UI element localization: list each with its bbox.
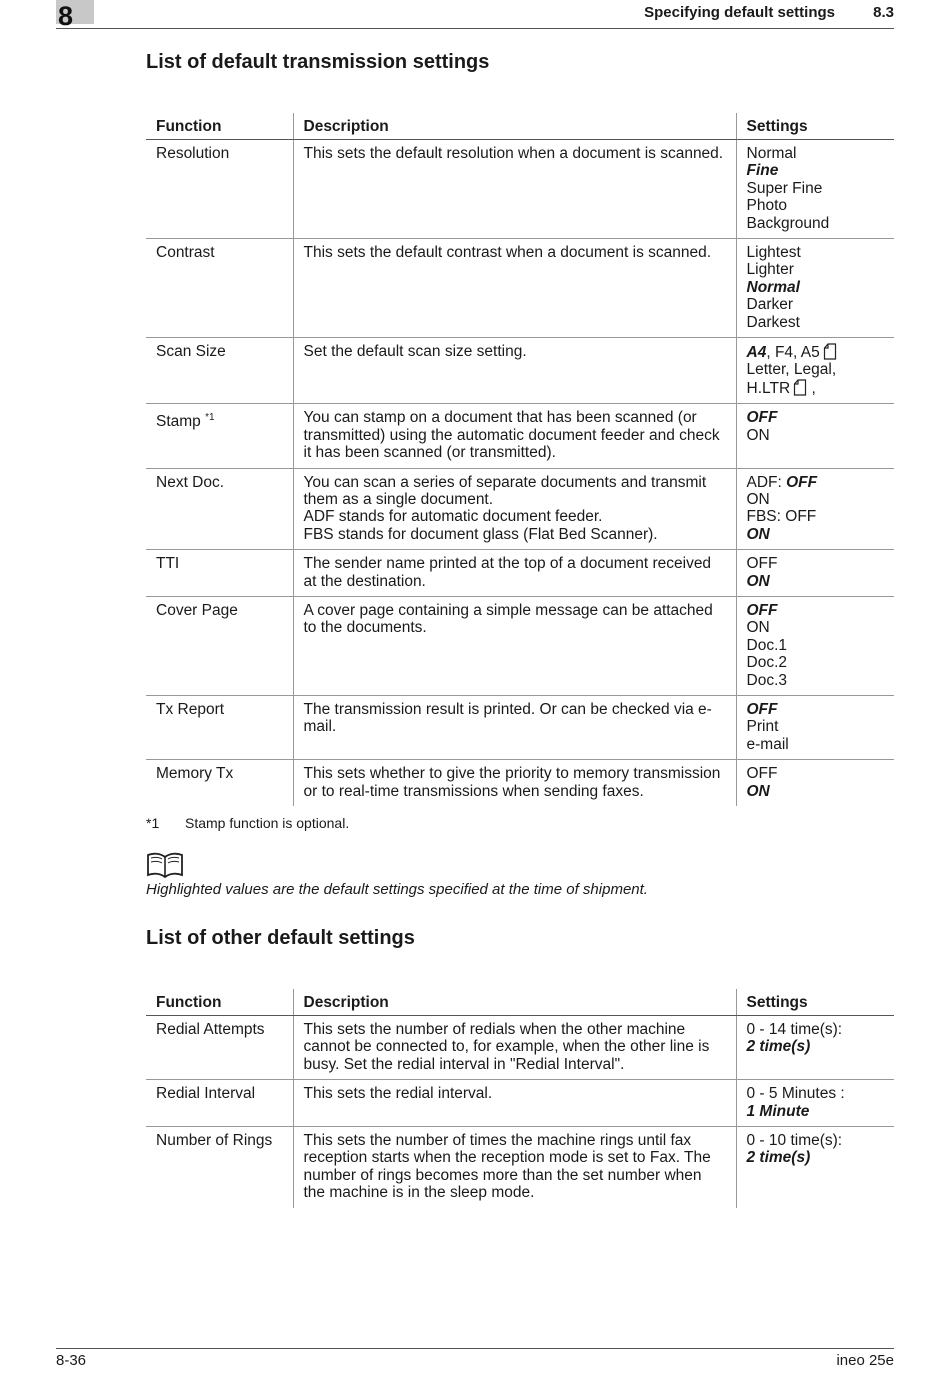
settings-cell [736,760,894,806]
setting-option-default: ON [746,572,770,590]
setting-option-default: 1 Minute [746,1102,810,1120]
function-cell: Redial Interval [146,1080,293,1127]
description-line: You can scan a series of separate documents and transmit them as a single document. [303,473,707,508]
description-cell: This sets the default contrast when a document is scanned. [293,239,736,338]
setting-option: e-mail [746,735,789,753]
setting-option: Doc.3 [746,671,787,689]
settings-cell [736,468,894,550]
setting-option: Photo [746,197,788,215]
settings-cell [736,550,894,597]
setting-option: , [807,379,816,397]
table-row [146,695,894,759]
description-line: FBS stands for document glass (Flat Bed Scanner). [303,525,658,543]
settings-cell [736,239,894,338]
table-row [146,1080,894,1127]
settings-cell [736,404,894,468]
setting-option: Darker [746,296,794,314]
table-row [146,760,894,806]
column-header-function: Function [146,113,293,140]
function-label: Stamp [156,413,201,431]
table-row [146,338,894,404]
column-header-settings: Settings [736,113,894,140]
function-cell: Redial Attempts [146,1016,293,1080]
setting-line [747,474,885,491]
setting-option: H.LTR [746,379,791,397]
table-header-row [146,989,894,1016]
table-row [146,140,894,239]
function-cell: Resolution [146,140,293,239]
setting-label: ADF: [746,473,787,491]
function-cell: Cover Page [146,596,293,695]
portrait-paper-icon [823,343,837,360]
function-cell: Tx Report [146,695,293,759]
function-cell [146,404,293,468]
setting-line [747,379,885,397]
table-row [146,404,894,468]
footnote [146,815,349,831]
function-cell: Number of Rings [156,1132,273,1150]
column-header-function: Function [146,989,293,1016]
footnote-mark: *1 [146,815,160,831]
column-header-description: Description [293,989,736,1016]
setting-option: Doc.2 [746,654,787,672]
setting-option-default: OFF [746,409,778,427]
header-title: Specifying default settings [644,4,835,21]
description-cell: This sets the default resolution when a document is scanned. [293,140,736,239]
setting-option: 0 - 5 Minutes : [746,1085,845,1103]
setting-option: Lighter [746,261,794,279]
setting-option: 0 - 14 time(s): [746,1021,843,1038]
settings-cell [736,1127,894,1208]
chapter-number: 8 [58,1,74,31]
setting-option: ON [746,619,770,637]
description-line: ADF stands for automatic document feeder. [303,508,603,526]
description-cell: You can stamp on a document that has been scanned (or transmitted) using the automatic document feeder and check it has been scanned (or transmitted). [293,404,736,468]
setting-option-default: ON [746,525,770,543]
setting-option: Print [746,718,779,736]
setting-option: OFF [746,765,778,783]
table-row [146,1127,894,1208]
memo-text: Highlighted values are the default settings specified at the time of shipment. [146,881,648,898]
settings-cell [736,1080,894,1127]
setting-option-default: OFF [786,473,818,491]
footnote-reference: *1 [205,412,215,424]
column-header-description: Description [293,113,736,140]
description-cell: This sets whether to give the priority to memory transmission or to real-time transmissions when sending faxes. [293,760,736,806]
setting-option: Letter, Legal, [746,361,837,379]
header-rule [56,28,894,29]
settings-cell [736,695,894,759]
header-section-number: 8.3 [873,4,894,21]
description-cell: The transmission result is printed. Or can be checked via e-mail. [293,695,736,759]
setting-option: , F4, A5 [766,344,820,362]
setting-option: FBS: OFF [746,508,817,526]
table-row [146,239,894,338]
settings-cell [736,140,894,239]
description-cell: The sender name printed at the top of a document received at the destination. [293,550,736,597]
other-settings-table [146,989,894,1208]
setting-option: Super Fine [746,179,823,197]
transmission-settings-heading: List of default transmission settings [146,51,490,73]
table-row [146,1016,894,1080]
function-cell: Memory Tx [156,765,234,783]
description-cell: A cover page containing a simple message can be attached to the documents. [293,596,736,695]
settings-cell [736,596,894,695]
setting-option-default: ON [746,782,770,800]
description-cell [293,468,736,550]
setting-option: Doc.1 [746,636,787,654]
setting-option: Lightest [746,244,801,262]
function-cell: Contrast [146,239,293,338]
setting-option: 0 - 10 time(s): [746,1132,843,1150]
setting-option: ON [746,490,770,508]
description-cell: This sets the number of redials when the other machine cannot be connected to, for example, when the other line is busy. Set the redial interval in "Redial Interval". [293,1016,736,1080]
portrait-paper-icon [793,379,807,396]
description-cell: This sets the number of times the machine rings until fax reception starts when the reception mode is set to Fax. The number of rings becomes more than the set number when the machine is in the sleep mode. [293,1127,736,1208]
table-row [146,596,894,695]
setting-option-default: Fine [746,162,779,180]
transmission-settings-table [146,113,894,806]
footnote-text: Stamp function is optional. [185,815,350,831]
setting-option-default: 2 time(s) [746,1149,811,1167]
product-name: ineo 25e [836,1352,894,1369]
setting-option-default: 2 time(s) [746,1038,811,1056]
settings-cell [736,338,894,404]
function-cell: Next Doc. [146,468,293,550]
book-icon [146,852,184,878]
function-cell: Scan Size [146,338,293,404]
table-row [146,550,894,597]
setting-option-default: OFF [746,700,778,718]
description-cell: Set the default scan size setting. [293,338,736,404]
table-row [146,468,894,550]
setting-option-default: A4 [746,344,767,362]
setting-option: OFF [746,555,778,573]
page-number: 8-36 [56,1352,87,1369]
description-cell: This sets the redial interval. [293,1080,736,1127]
table-header-row [146,113,894,140]
setting-option-default: Normal [746,278,800,296]
other-settings-heading: List of other default settings [146,927,415,949]
setting-line [747,343,885,361]
setting-option: Background [746,214,830,232]
footer-rule [56,1348,894,1349]
setting-option: Normal [746,145,797,162]
setting-option: ON [746,426,770,444]
settings-cell [736,1016,894,1080]
function-cell: TTI [146,550,293,597]
column-header-settings: Settings [736,989,894,1016]
setting-option: Darkest [746,313,800,331]
setting-option-default: OFF [746,601,778,619]
